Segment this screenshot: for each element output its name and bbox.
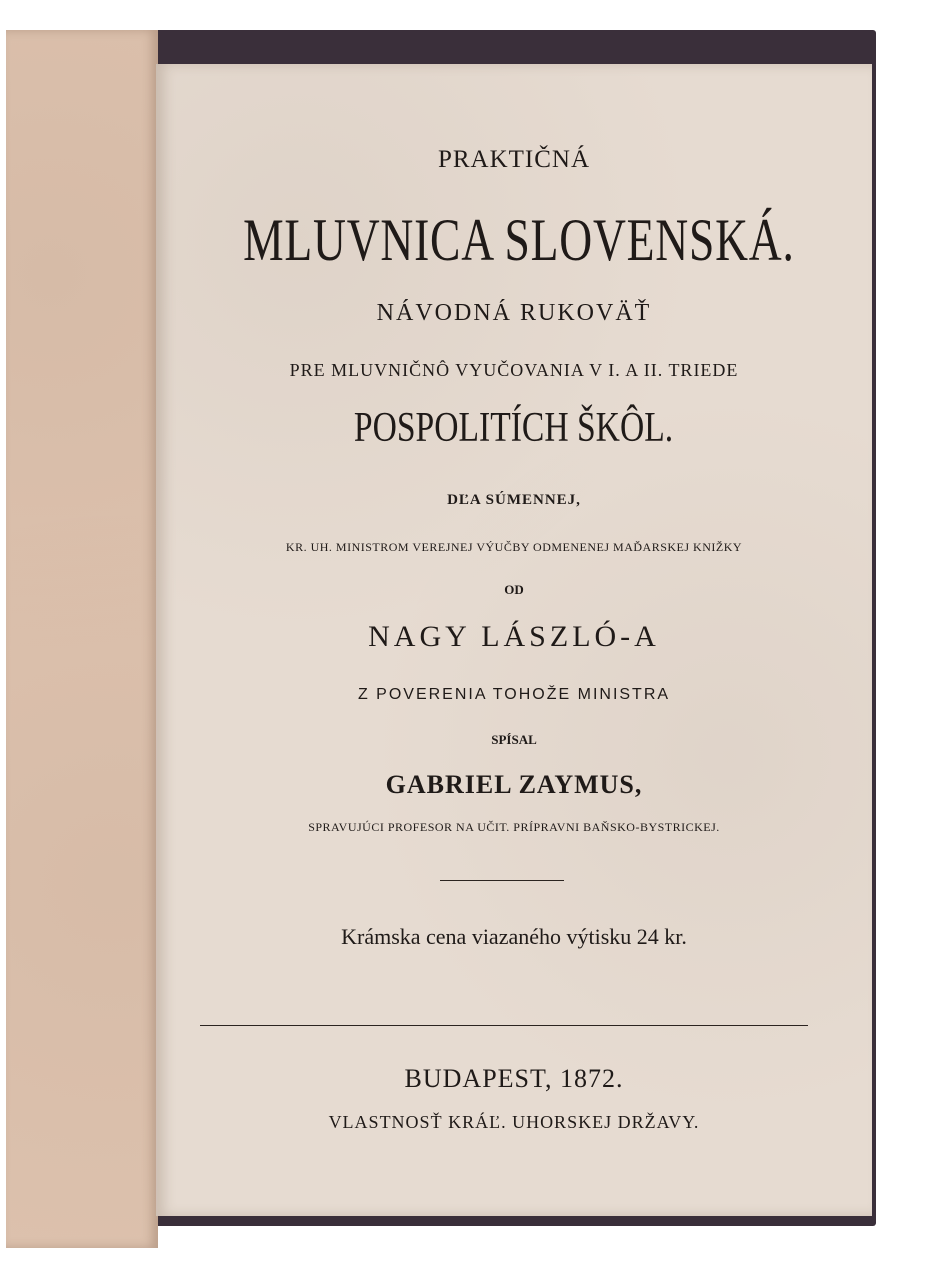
title-page [156,64,872,1216]
source-book-line: KR. UH. MINISTROM VEREJNEJ VÝUČBY ODMENENEJ MAĎARSKEJ KNIŽKY [285,540,743,554]
ownership-line: VLASTNOSŤ KRÁĽ. UHORSKEJ DRŽAVY. [328,1112,700,1132]
according-to-line: DĽA SÚMENNEJ, [447,492,581,508]
main-title [156,206,872,275]
price-line: Krámska cena viazaného výtisku 24 kr. [341,924,687,949]
original-author: NAGY LÁSZLÓ-A [368,620,660,653]
main-title-text: MLUVNICA SLOVENSKÁ. [243,207,795,273]
place-year: BUDAPEST, 1872. [404,1064,624,1093]
from-label: OD [504,582,524,597]
subtitle: NÁVODNÁ RUKOVÄŤ [376,300,652,326]
flyleaf-page [6,30,158,1248]
author-title: SPRAVUJÚCI PROFESOR NA UČIT. PRÍPRAVNI BAŇSKO-BYSTRICKEJ. [308,820,720,834]
purpose-line: PRE MLUVNIČNÔ VYUČOVANIA V I. A II. TRIEDE [289,360,739,380]
author-name: GABRIEL ZAYMUS, [385,770,643,799]
schools-line [156,404,872,452]
written-by-label: SPÍSAL [491,732,537,747]
short-divider [440,880,564,881]
schools-text: POSPOLITÍCH ŠKÔL. [354,405,674,451]
long-divider [200,1025,808,1026]
pretitle: PRAKTIČNÁ [437,146,591,173]
commission-line: Z POVERENIA TOHOŽE MINISTRA [357,686,671,703]
